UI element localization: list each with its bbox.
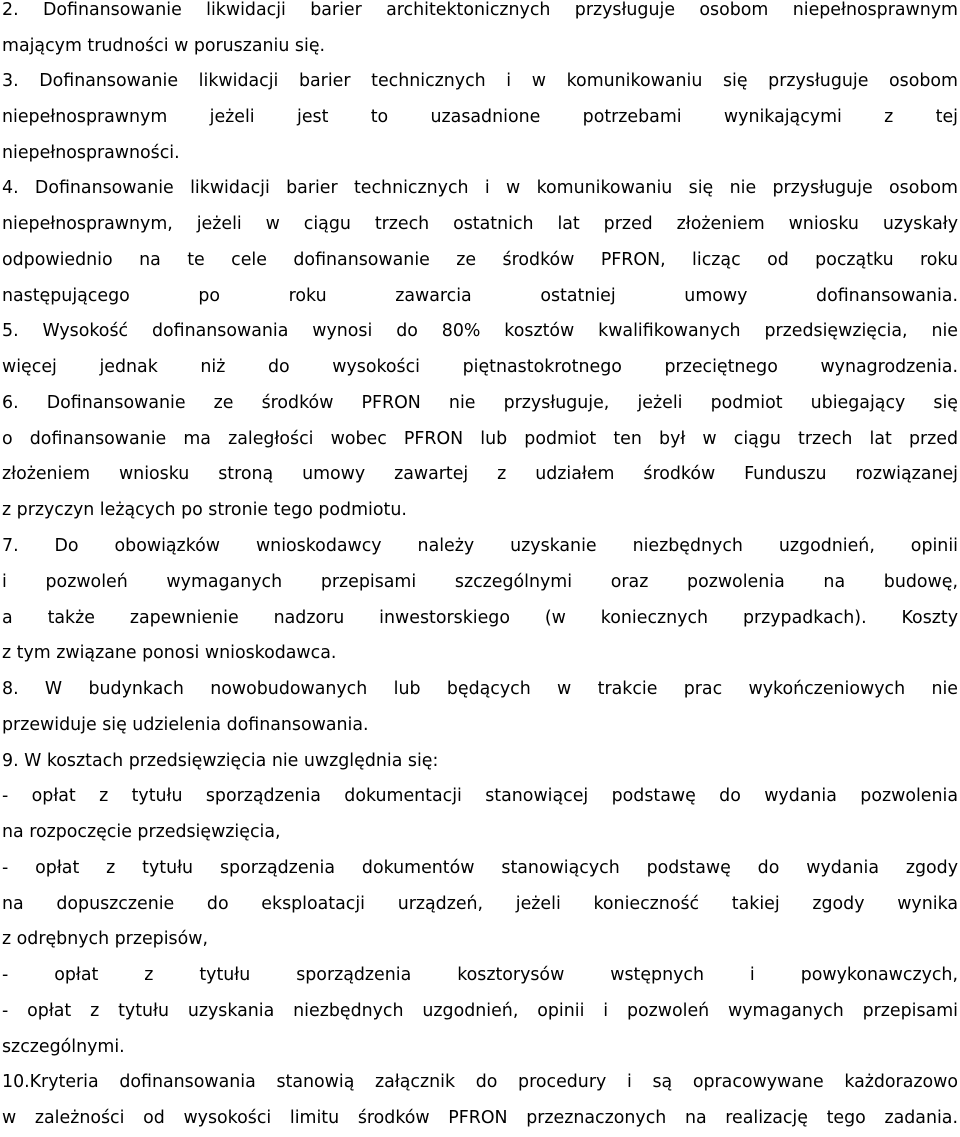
text-line-14: złożeniem wniosku stroną umowy zawartej z udziałem środków Funduszu rozwiązanej bbox=[2, 464, 958, 484]
text-line-26: na dopuszczenie do eksploatacji urządzeń, jeżeli konieczność takiej zgody wynika bbox=[2, 894, 958, 914]
text-line-15: z przyczyn leżących po stronie tego podmiotu. bbox=[2, 500, 407, 520]
text-line-24: na rozpoczęcie przedsięwzięcia, bbox=[2, 822, 281, 842]
text-line-18: a także zapewnienie nadzoru inwestorskiego (w koniecznych przypadkach). Koszty bbox=[2, 608, 958, 628]
text-line-2: mającym trudności w poruszaniu się. bbox=[2, 36, 326, 56]
text-line-16: 7. Do obowiązków wnioskodawcy należy uzyskanie niezbędnych uzgodnień, opinii bbox=[2, 536, 958, 556]
text-line-32: w zależności od wysokości limitu środków PFRON przeznaczonych na realizację tego zadania. bbox=[2, 1108, 958, 1128]
text-line-28: - opłat z tytułu sporządzenia kosztorysów wstępnych i powykonawczych, bbox=[2, 965, 958, 985]
text-line-17: i pozwoleń wymaganych przepisami szczególnymi oraz pozwolenia na budowę, bbox=[2, 572, 958, 592]
text-line-13: o dofinansowanie ma zaległości wobec PFRON lub podmiot ten był w ciągu trzech lat przed bbox=[2, 429, 958, 449]
text-line-5: niepełnosprawności. bbox=[2, 143, 180, 163]
text-line-4: niepełnosprawnym jeżeli jest to uzasadnione potrzebami wynikającymi z tej bbox=[2, 107, 958, 127]
text-line-23: - opłat z tytułu sporządzenia dokumentacji stanowiącej podstawę do wydania pozwolenia bbox=[2, 786, 958, 806]
text-line-19: z tym związane ponosi wnioskodawca. bbox=[2, 643, 337, 663]
text-line-12: 6. Dofinansowanie ze środków PFRON nie przysługuje, jeżeli podmiot ubiegający się bbox=[2, 393, 958, 413]
text-line-7: niepełnosprawnym, jeżeli w ciągu trzech ostatnich lat przed złożeniem wniosku uzyskały bbox=[2, 214, 958, 234]
text-line-10: 5. Wysokość dofinansowania wynosi do 80% kosztów kwalifikowanych przedsięwzięcia, nie bbox=[2, 321, 958, 341]
text-line-21: przewiduje się udzielenia dofinansowania. bbox=[2, 715, 369, 735]
text-line-9: następującego po roku zawarcia ostatniej umowy dofinansowania. bbox=[2, 286, 958, 306]
text-line-22: 9. W kosztach przedsięwzięcia nie uwzględnia się: bbox=[2, 751, 439, 771]
text-line-30: szczególnymi. bbox=[2, 1037, 125, 1057]
text-line-31: 10.Kryteria dofinansowania stanowią załącznik do procedury i są opracowywane każdorazowo bbox=[2, 1072, 958, 1092]
text-line-27: z odrębnych przepisów, bbox=[2, 929, 208, 949]
text-line-29: - opłat z tytułu uzyskania niezbędnych uzgodnień, opinii i pozwoleń wymaganych przepisami bbox=[2, 1001, 958, 1021]
text-line-1: 2. Dofinansowanie likwidacji barier architektonicznych przysługuje osobom niepełnosprawnym bbox=[2, 0, 958, 20]
text-line-25: - opłat z tytułu sporządzenia dokumentów stanowiących podstawę do wydania zgody bbox=[2, 858, 958, 878]
text-line-20: 8. W budynkach nowobudowanych lub będących w trakcie prac wykończeniowych nie bbox=[2, 679, 958, 699]
text-line-11: więcej jednak niż do wysokości piętnastokrotnego przeciętnego wynagrodzenia. bbox=[2, 357, 958, 377]
text-line-8: odpowiednio na te cele dofinansowanie ze środków PFRON, licząc od początku roku bbox=[2, 250, 958, 270]
text-line-3: 3. Dofinansowanie likwidacji barier technicznych i w komunikowaniu się przysługuje osobom bbox=[2, 71, 958, 91]
text-line-6: 4. Dofinansowanie likwidacji barier technicznych i w komunikowaniu się nie przysługuje osobom bbox=[2, 178, 958, 198]
